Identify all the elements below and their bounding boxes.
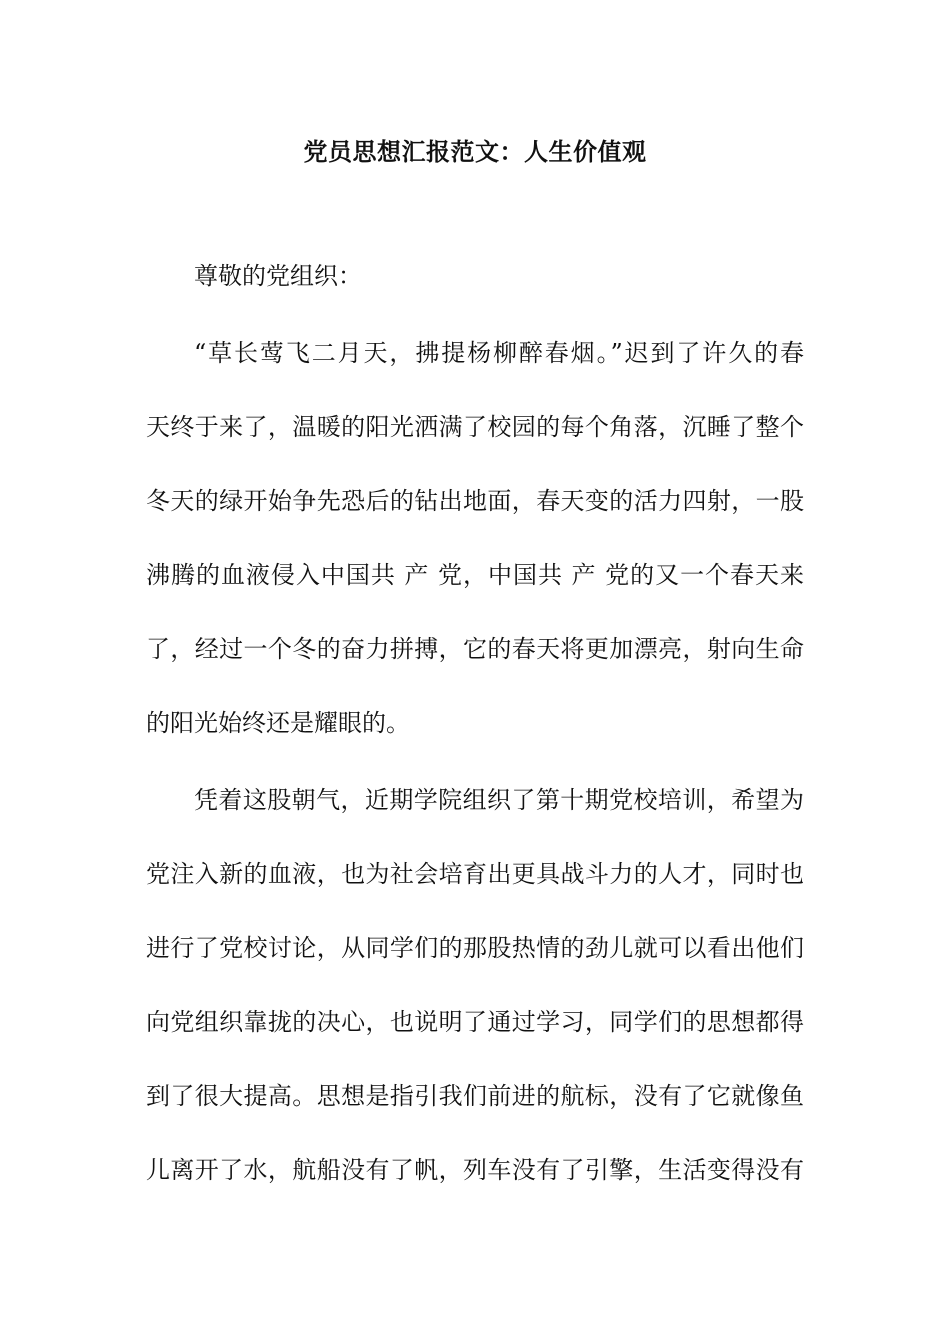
paragraph-line: 天终于来了，温暖的阳光洒满了校园的每个角落，沉睡了整个: [146, 413, 804, 441]
paragraph-line: “草长莺飞二月天，拂提杨柳醉春烟。”迟到了许久的春: [194, 339, 804, 367]
document-title: 党员思想汇报范文：人生价值观: [303, 137, 647, 166]
paragraph-line: 向党组织靠拢的决心，也说明了通过学习，同学们的思想都得: [146, 1008, 804, 1036]
paragraph-line: 进行了党校讨论，从同学们的那股热情的劲儿就可以看出他们: [146, 934, 804, 962]
paragraph-line: 了，经过一个冬的奋力拼搏，它的春天将更加漂亮，射向生命: [146, 635, 804, 663]
paragraph-line: 儿离开了水，航船没有了帆，列车没有了引擎，生活变得没有: [146, 1156, 804, 1184]
paragraph-line: 的阳光始终还是耀眼的。: [146, 709, 410, 737]
paragraph-line: 凭着这股朝气，近期学院组织了第十期党校培训，希望为: [194, 786, 804, 814]
paragraph-line: 沸腾的血液侵入中国共 产 党，中国共 产 党的又一个春天来: [146, 561, 804, 589]
paragraph-line: 冬天的绿开始争先恐后的钻出地面，春天变的活力四射，一股: [146, 487, 804, 515]
paragraph-line: 到了很大提高。思想是指引我们前进的航标，没有了它就像鱼: [146, 1082, 804, 1110]
paragraph-line: 党注入新的血液，也为社会培育出更具战斗力的人才，同时也: [146, 860, 804, 888]
salutation: 尊敬的党组织：: [194, 262, 362, 290]
